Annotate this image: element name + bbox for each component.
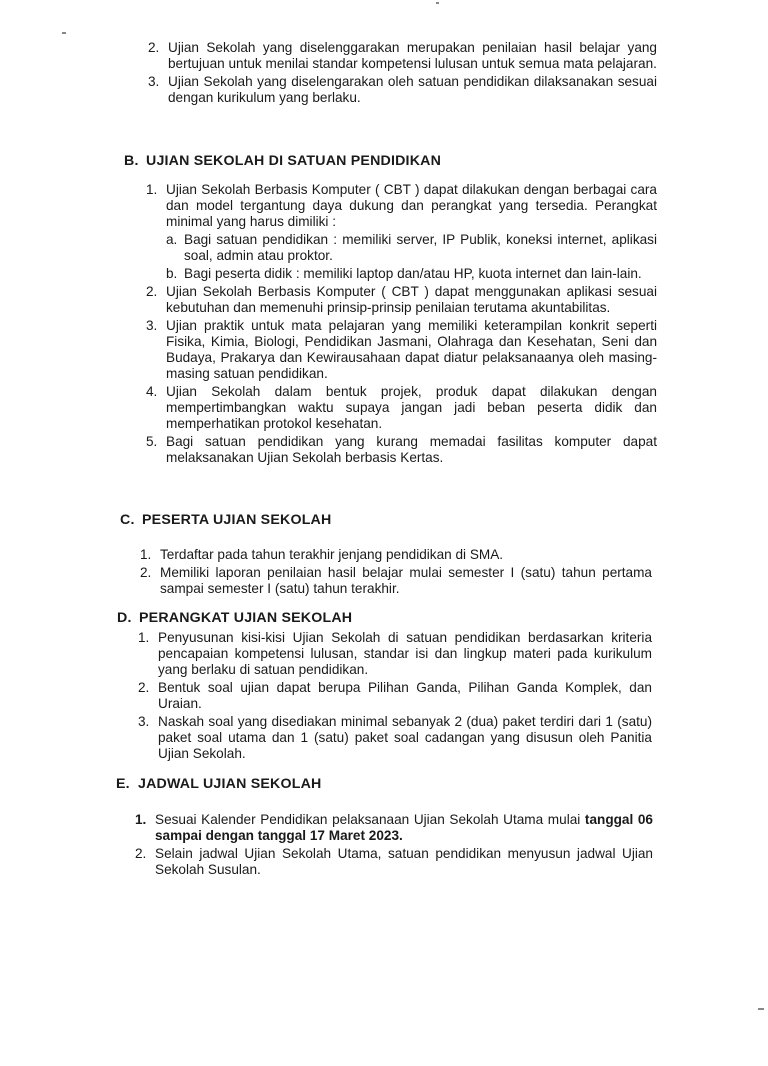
item-text: Sesuai Kalender Pendidikan pelaksanaan Ujian Sekolah Utama mulai [155,812,581,827]
item-number: 1. [138,630,150,645]
sub-list-item [166,232,657,264]
item-number: 5. [146,434,158,449]
list-item [138,630,652,678]
item-number: 2. [146,284,158,299]
section-letter: C. [120,512,135,528]
section-title: PERANGKAT UJIAN SEKOLAH [139,610,353,626]
item-text: Ujian Sekolah Berbasis Komputer ( CBT ) dapat dilakukan dengan berbagai cara dan model tergantung daya dukung dan perangkat yang tersedia. Perangkat minimal yang harus dimiliki : [166,182,657,229]
list-item [146,384,657,432]
list-item [138,680,652,712]
item-text: Penyusunan kisi-kisi Ujian Sekolah di satuan pendidikan berdasarkan kriteria pencapaian kompetensi lulusan, standar isi dan lingkup materi pada kurikulum yang berlaku di satuan pendidikan. [158,630,652,677]
section-title: JADWAL UJIAN SEKOLAH [138,776,322,792]
section-letter: B. [124,153,139,169]
sub-item-text: Bagi peserta didik : memiliki laptop dan/atau HP, kuota internet dan lain-lain. [184,266,642,281]
section-e-heading [116,776,321,792]
list-item [146,284,657,316]
list-item [135,812,653,844]
item-text: Ujian Sekolah dalam bentuk projek, produk dapat dilakukan dengan mempertimbangkan waktu supaya jangan jadi beban peserta didik dan memperhatikan protokol kesehatan. [166,384,657,431]
list-item [140,565,652,597]
item-text: Ujian Sekolah Berbasis Komputer ( CBT ) dapat menggunakan aplikasi sesuai kebutuhan dan memenuhi prinsip-prinsip penilaian terutama akuntabilitas. [166,284,657,315]
section-b-heading [124,153,441,169]
item-text: Selain jadwal Ujian Sekolah Utama, satuan pendidikan menyusun jadwal Ujian Sekolah Susulan. [155,846,653,877]
section-title: UJIAN SEKOLAH DI SATUAN PENDIDIKAN [146,153,442,169]
section-a-list [148,40,657,108]
item-text: Ujian Sekolah yang diselengarakan oleh satuan pendidikan dilaksanakan sesuai dengan kurikulum yang berlaku. [168,74,657,105]
item-text: Terdaftar pada tahun terakhir jenjang pendidikan di SMA. [160,547,504,562]
item-number: 2. [140,565,152,580]
section-letter: E. [116,776,130,792]
item-text: Bagi satuan pendidikan yang kurang memadai fasilitas komputer dapat melaksanakan Ujian Sekolah berbasis Kertas. [166,434,657,465]
list-item [140,547,652,563]
section-e-list [135,812,653,880]
exam-date-range: tanggal 06 sampai dengan tanggal 17 Maret 2023. [155,812,653,843]
sub-item-letter: a. [166,232,178,247]
list-item [148,40,657,72]
sub-list [166,232,657,282]
item-number: 3. [146,318,158,333]
scan-speck [758,1008,764,1010]
section-d-heading [117,610,352,626]
item-number: 1. [140,547,152,562]
item-number: 3. [148,74,160,89]
item-number: 4. [146,384,158,399]
list-item [148,74,657,106]
item-text: Ujian Sekolah yang diselenggarakan merupakan penilaian hasil belajar yang bertujuan untuk menilai standar kompetensi lulusan untuk semua mata pelajaran. [168,40,657,71]
sub-item-letter: b. [166,266,178,281]
item-text: Ujian praktik untuk mata pelajaran yang memiliki keterampilan konkrit seperti Fisika, Kimia, Biologi, Pendidikan Jasmani, Olahraga dan Kesehatan, Seni dan Budaya, Prakarya dan Kewirausahaan dapat diatur pelaksanaanya oleh masing-masing satuan pendidikan. [166,318,657,381]
section-letter: D. [117,610,132,626]
list-item [146,318,657,382]
list-item [146,434,657,466]
list-item [135,846,653,878]
scan-speck [62,32,66,34]
section-c-list [140,547,652,599]
section-c-heading [120,512,331,528]
item-number: 3. [138,714,150,729]
item-number: 2. [138,680,150,695]
section-d-list [138,630,652,764]
item-number: 2. [148,40,160,55]
list-item [138,714,652,762]
section-title: PESERTA UJIAN SEKOLAH [142,512,332,528]
item-number: 1. [135,812,147,827]
sub-item-text: Bagi satuan pendidikan : memiliki server, IP Publik, koneksi internet, aplikasi soal, admin atau proktor. [184,232,657,263]
scan-speck [436,2,439,4]
sub-list-item [166,266,657,282]
section-b-list [146,182,657,468]
list-item [146,182,657,282]
item-text: Bentuk soal ujian dapat berupa Pilihan Ganda, Pilihan Ganda Komplek, dan Uraian. [158,680,652,711]
item-number: 1. [146,182,158,197]
item-text: Memiliki laporan penilaian hasil belajar mulai semester I (satu) tahun pertama sampai semester I (satu) tahun terakhir. [160,565,652,596]
item-text: Naskah soal yang disediakan minimal sebanyak 2 (dua) paket terdiri dari 1 (satu) paket soal utama dan 1 (satu) paket soal cadangan yang disusun oleh Panitia Ujian Sekolah. [158,714,652,761]
item-number: 2. [135,846,147,861]
